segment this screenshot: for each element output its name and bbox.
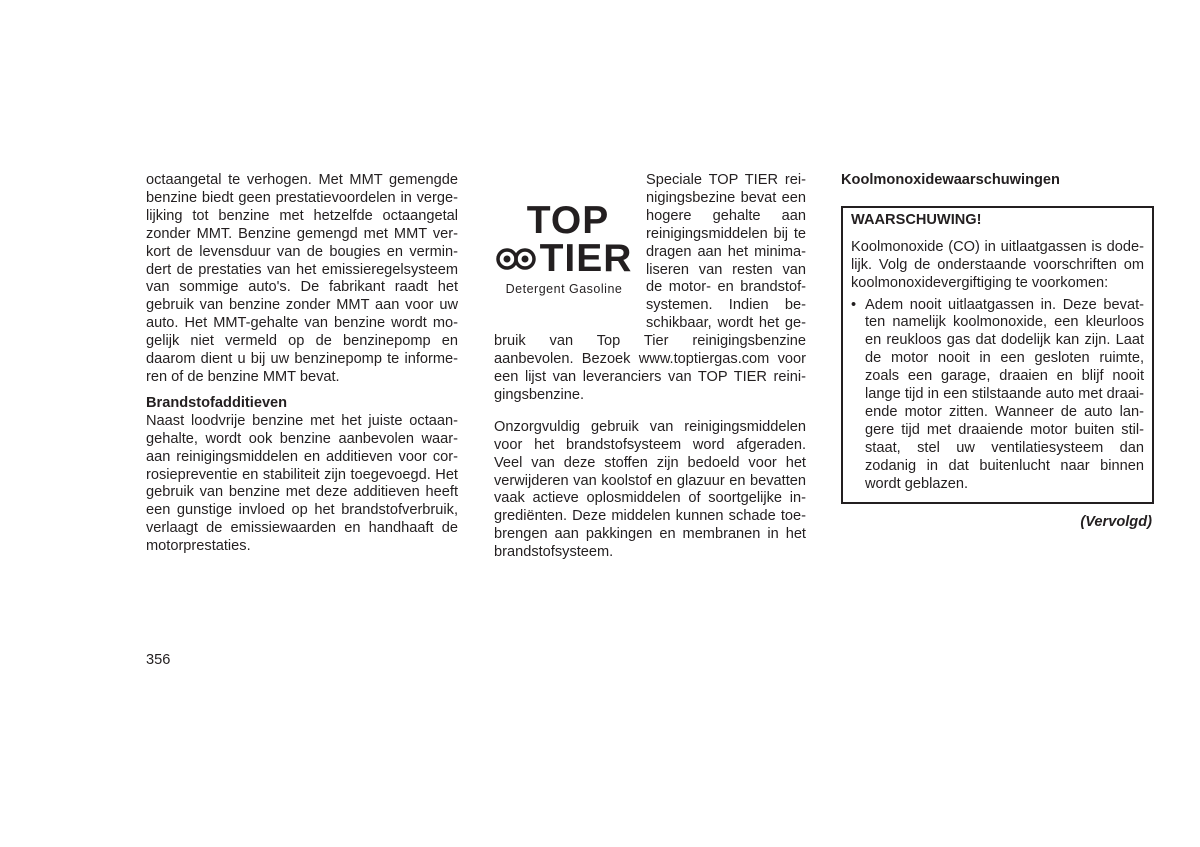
page-number: 356 [146,652,171,668]
warning-intro: Koolmonoxide (CO) in uitlaatgassen is dodelijk. Volg de onderstaande voorschriften om koolmonoxidevergiftiging te voorkomen: [851,238,1144,291]
top-tier-logo [494,199,634,322]
fuel-additives-heading: Brandstofadditieven [146,394,288,411]
column-right [841,172,1152,531]
swirl-icon [496,247,536,271]
mmt-paragraph: octaangetal te verhogen. Met MMT gemengde benzine biedt geen prestatievoordelen in vergelijking tot benzine met hetzelfde octaangetal zonder MMT. Benzine gemengd met MMT verkort de levensduur van de bougies en vermindert de prestaties van het emissieregelsysteem van sommige auto's. De fabrikant raadt het gebruik van benzine zonder MMT aan voor uw auto. Het MMT-gehalte van benzine wordt mogelijk niet vermeld op de benzinepomp en daarom dient u bij uw benzinepomp te informeren of de benzine MMT bevat. [146,172,458,385]
logo-tier-text: TIER [539,237,633,280]
logo-subtitle: Detergent Gasoline [505,282,623,296]
cleaning-agents-paragraph: Onzorgvuldig gebruik van reinigingsmiddelen voor het brandstofsysteem word afgeraden. Veel van deze stoffen zijn bedoeld voor het verwijderen van koolstof en glazuur en bevatten vaak actieve oplosmiddelen of soortgelijke ingrediënten. Deze middelen kunnen schade toebrengen aan pakkingen en membranen in het brandstofsysteem. [494,418,806,561]
carbon-monoxide-heading: Koolmonoxidewaarschuwingen [841,172,1060,188]
warning-list-item [851,297,1144,494]
column-middle [494,172,806,562]
warning-title: WAARSCHUWING! [851,211,982,228]
top-tier-paragraph: Speciale TOP TIER reinigingsbezine bevat een hogere gehalte aan reinigingsmiddelen bij te dragen aan het minimaliseren van resten van de motor- en brandstofsystemen. Indien beschikbaar, wordt het gebruik van Top Tier reinigingsbenzine aanbevolen. Bezoek www.toptiergas.com voor een lijst van leveranciers van TOP TIER reinigingsbenzine. [494,172,806,403]
bullet-icon: • [851,296,857,313]
logo-top-text: TOP [526,199,610,242]
column-left [146,172,458,556]
fuel-additives-paragraph: Naast loodvrije benzine met het juiste octaangehalte, wordt ook benzine aanbevolen waaraan reinigingsmiddelen en additieven voor corrosiepreventie en stabiliteit zijn toegevoegd. Het gebruik van benzine met deze additieven heeft een gunstige invloed op het brandstofverbruik, verlaagt de emissiewaarden en handhaaft de motorprestaties. [146,412,458,555]
logo-tier-row [496,237,633,280]
warning-list [851,297,1144,494]
warning-item-text: Adem nooit uitlaatgassen in. Deze bevatten namelijk koolmonoxide, een kleurloos en reukloos gas dat dodelijk kan zijn. Laat de motor nooit in een gesloten ruimte, zoals een garage, draaien en blijf nooit lange tijd in een stilstaande auto met draaiende motor zitten. Wanneer de auto langere tijd met draaiende motor buiten stilstaat, stel uw ventilatiesysteem dan zodanig in dat buitenlucht naar binnen wordt geblazen. [865,296,1144,492]
continued-label: (Vervolgd) [1080,513,1152,530]
warning-box [841,206,1154,504]
